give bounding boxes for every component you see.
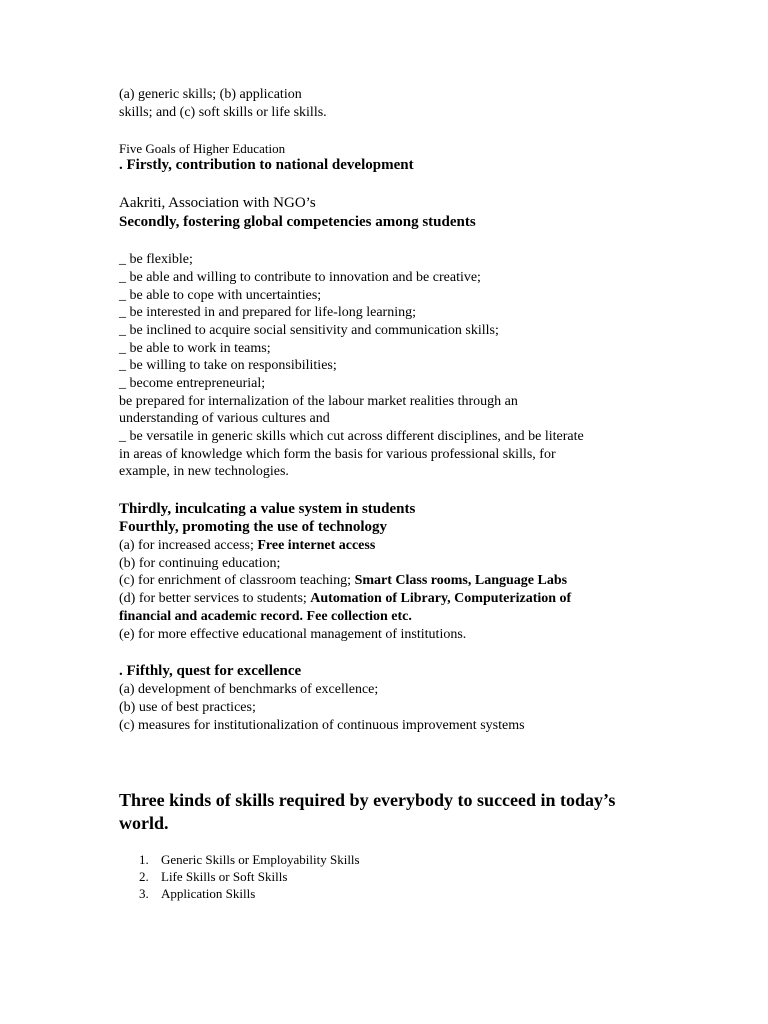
list-item: [139, 851, 360, 868]
goal4-item-d: [119, 590, 571, 607]
goal2-line: understanding of various cultures and: [119, 411, 330, 426]
goal2-line: _ be interested in and prepared for life-long learning;: [119, 305, 416, 320]
goal4-item-d-text: (d) for better services to students;: [119, 591, 311, 606]
goal2-line: _ be willing to take on responsibilities;: [119, 358, 337, 373]
intro-line-2: skills; and (c) soft skills or life skills.: [119, 105, 327, 120]
list-item-number: 2.: [139, 869, 149, 884]
goal1-note: Aakriti, Association with NGO’s: [119, 195, 316, 211]
goal2-line: _ be versatile in generic skills which cut across different disciplines, and be literate: [119, 429, 584, 444]
skills-heading-line-1: Three kinds of skills required by everybody to succeed in today’s: [119, 790, 616, 810]
goal2-line: be prepared for internalization of the labour market realities through an: [119, 394, 518, 409]
goal2-line: _ be able and willing to contribute to innovation and be creative;: [119, 270, 481, 285]
goal4-heading: Fourthly, promoting the use of technology: [119, 519, 388, 535]
goal4-item-c-text: (c) for enrichment of classroom teaching;: [119, 573, 355, 588]
list-item-number: 3.: [139, 886, 149, 901]
goal4-item-c: [119, 572, 567, 589]
list-item: [139, 868, 360, 885]
list-item-label: Life Skills or Soft Skills: [161, 869, 288, 884]
goal5-heading: . Fifthly, quest for excellence: [119, 663, 302, 679]
list-item-number: 1.: [139, 852, 149, 867]
goal4-item-b: (b) for continuing education;: [119, 556, 281, 571]
goal4-item-d-example: Automation of Library, Computerization of: [310, 591, 572, 606]
goal2-line: example, in new technologies.: [119, 464, 289, 479]
goal3-heading: Thirdly, inculcating a value system in students: [119, 501, 416, 517]
goal2-line: _ be flexible;: [119, 252, 193, 267]
list-item-label: Generic Skills or Employability Skills: [161, 852, 360, 867]
list-item: [139, 885, 360, 902]
goal2-heading: Secondly, fostering global competencies among students: [119, 214, 476, 230]
goal1-heading: . Firstly, contribution to national development: [119, 157, 414, 173]
goals-heading: Five Goals of Higher Education: [119, 141, 286, 156]
goal2-line: _ become entrepreneurial;: [119, 376, 266, 391]
goal4-item-e: (e) for more effective educational management of institutions.: [119, 627, 467, 642]
goal5-line: (c) measures for institutionalization of continuous improvement systems: [119, 718, 525, 733]
goal4-item-c-example: Smart Class rooms, Language Labs: [354, 573, 568, 588]
goal2-line: _ be able to cope with uncertainties;: [119, 288, 322, 303]
goal2-line: _ be inclined to acquire social sensitivity and communication skills;: [119, 323, 499, 338]
goal5-line: (a) development of benchmarks of excellence;: [119, 682, 379, 697]
goal4-item-a: [119, 537, 375, 554]
goal2-line: _ be able to work in teams;: [119, 341, 271, 356]
goal4-item-a-example: Free internet access: [257, 538, 376, 553]
goal4-item-d-example-cont: financial and academic record. Fee collection etc.: [119, 609, 412, 624]
skills-list: [139, 851, 360, 902]
goal4-item-a-text: (a) for increased access;: [119, 538, 258, 553]
list-item-label: Application Skills: [161, 886, 256, 901]
goal5-line: (b) use of best practices;: [119, 700, 256, 715]
intro-line-1: (a) generic skills; (b) application: [119, 87, 302, 102]
goal2-line: in areas of knowledge which form the basis for various professional skills, for: [119, 447, 556, 462]
skills-heading-line-2: world.: [119, 813, 169, 833]
